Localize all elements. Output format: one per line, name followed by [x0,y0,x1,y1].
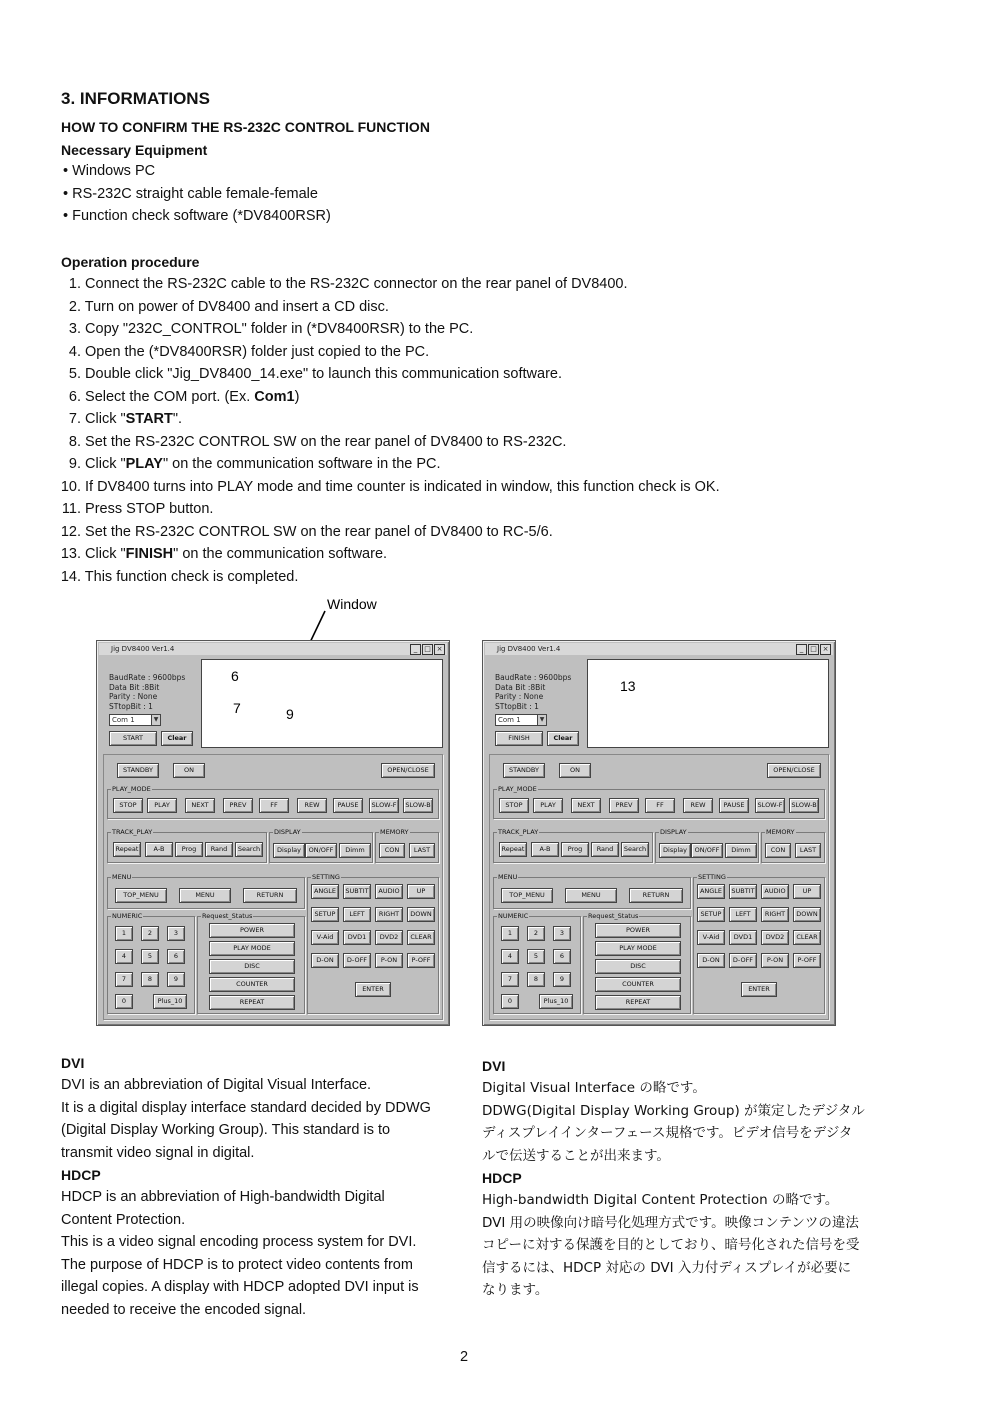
close-icon[interactable]: × [820,644,831,655]
window-controls [796,644,831,655]
dvi-line: DVI is an abbreviation of Digital Visual Interface. [61,1077,372,1093]
step-number: 8. [68,433,81,450]
setting-button-setup[interactable]: SETUP [311,907,339,922]
step-number: 7. [68,411,81,427]
step-number: 13. [60,546,81,562]
step-text: Turn on power of DV8400 and insert a CD disc. [84,298,389,315]
app-window-start [96,640,450,1026]
step-text: Click " [85,546,126,562]
numeric-button-4[interactable]: 4 [501,949,519,964]
numeric-button-3[interactable]: 3 [167,926,185,941]
step-text: Press STOP button. [85,501,214,517]
step-text: Open the (*DV8400RSR) folder just copied to the PC. [85,343,430,360]
play-mode-button-slow-b[interactable]: SLOW-B [789,798,819,813]
request-counter-button[interactable]: COUNTER [209,977,295,992]
open-close-button[interactable]: OPEN/CLOSE [381,763,435,778]
memory-con-button[interactable]: CON [379,843,405,858]
setting-button-v-aid[interactable]: V-Aid [697,930,725,945]
dvi-line: It is a digital display interface standard decided by DDWG [61,1099,431,1116]
setting-button-dvd1[interactable]: DVD1 [729,930,757,945]
request-counter-button[interactable]: COUNTER [595,977,681,992]
track-play-button-prog[interactable]: Prog [561,842,589,857]
open-close-button[interactable]: OPEN/CLOSE [767,763,821,778]
setting-button-d-off[interactable]: D-OFF [729,953,757,968]
step-number: 6. [68,388,81,405]
title-bar [485,643,833,655]
step-text-end: " on the communication software. [173,546,388,562]
com-port-select[interactable]: Com 1 ▼ [495,714,547,726]
hdcp-jp-line: 信するには、HDCP 対応の DVI 入力付ディスプレイが必要に [482,1259,852,1276]
chevron-down-icon[interactable]: ▼ [537,715,546,725]
numeric-button-0[interactable]: 0 [501,994,519,1009]
group-label: SETTING [698,873,726,881]
equipment-item: • RS-232C straight cable female-female [63,185,318,202]
request-power-button[interactable]: POWER [209,923,295,938]
standby-button[interactable]: STANDBY [117,763,159,778]
setting-button-down[interactable]: DOWN [793,907,821,922]
play-mode-button-pause[interactable]: PAUSE [333,798,363,813]
on-button[interactable]: ON [173,763,205,778]
step-text: If DV8400 turns into PLAY mode and time counter is indicated in window, this function check is OK. [85,478,720,495]
hdcp-jp-line: DVI 用の映像向け暗号化処理方式です。映像コンテンツの違法 [482,1214,859,1231]
track-play-button-search[interactable]: Search [235,842,263,857]
return-button[interactable]: RETURN [243,888,297,903]
hdcp-line: HDCP is an abbreviation of High-bandwidth Digital [61,1189,385,1205]
display-button-display[interactable]: Display [273,843,305,858]
dvi-jp-line: ディスプレイインターフェース規格です。ビデオ信号をデジタ [482,1125,853,1141]
enter-button[interactable]: ENTER [741,982,777,997]
display-button-display[interactable]: Display [659,843,691,858]
step-number: 11. [61,501,81,517]
dvi-jp-line: Digital Visual Interface の略です。 [482,1080,706,1096]
setting-button-dvd2[interactable]: DVD2 [375,930,403,945]
step-bold: Com1 [254,388,295,405]
memory-con-button[interactable]: CON [765,843,791,858]
output-window [587,659,829,748]
group-label: NUMERIC [112,912,143,920]
track-play-button-rand[interactable]: Rand [591,842,619,857]
setting-button-left[interactable]: LEFT [729,907,757,922]
equipment-item: • Function check software (*DV8400RSR) [63,208,331,224]
step-text: Double click "Jig_DV8400_14.exe" to launch this communication software. [85,366,562,382]
port-setting-line: STtopBit : 1 [495,701,539,711]
title-bar [99,643,447,655]
setting-button-p-off[interactable]: P-OFF [407,953,435,968]
standby-button[interactable]: STANDBY [503,763,545,778]
hdcp-line: needed to receive the encoded signal. [61,1301,307,1318]
group-label: MENU [498,873,518,881]
dvi-jp-line: DDWG(Digital Display Working Group) が策定したデジタル [482,1102,865,1119]
menu-button[interactable]: MENU [565,888,617,903]
step-bold: FINISH [125,546,174,562]
setting-button-subtit[interactable]: SUBTIT [729,884,757,899]
play-mode-button-stop[interactable]: STOP [113,798,143,813]
play-mode-button-rew[interactable]: REW [297,798,327,813]
dvi-title: DVI [61,1055,85,1071]
numeric-button-0[interactable]: 0 [115,994,133,1009]
numeric-button-9[interactable]: 9 [167,972,185,987]
enter-button[interactable]: ENTER [355,982,391,997]
setting-button-v-aid[interactable]: V-Aid [311,930,339,945]
numeric-button-9[interactable]: 9 [553,972,571,987]
setting-button-p-on[interactable]: P-ON [761,953,789,968]
numeric-button-2[interactable]: 2 [527,926,545,941]
maximize-icon[interactable]: □ [808,644,819,655]
request-repeat-button[interactable]: REPEAT [209,995,295,1010]
setting-button-p-off[interactable]: P-OFF [793,953,821,968]
memory-last-button[interactable]: LAST [795,843,821,858]
numeric-button-6[interactable]: 6 [167,949,185,964]
numeric-button-3[interactable]: 3 [553,926,571,941]
play-mode-button-prev[interactable]: PREV [223,798,253,813]
step-bold: START [125,411,173,427]
menu-button[interactable]: MENU [179,888,231,903]
group-label: DISPLAY [660,828,687,836]
step-text-end: " on the communication software in the PC. [162,456,441,472]
port-setting-line: BaudRate : 9600bps [109,673,186,682]
play-mode-button-pause[interactable]: PAUSE [719,798,749,813]
numeric-button-8[interactable]: 8 [527,972,545,987]
setting-button-up[interactable]: UP [407,884,435,899]
step-number: 4. [68,343,81,360]
request-disc-button[interactable]: DISC [595,959,681,974]
play-mode-button-play[interactable]: PLAY [147,798,177,813]
track-play-button-prog[interactable]: Prog [175,842,203,857]
numeric-button-6[interactable]: 6 [553,949,571,964]
group-label: Request_Status [202,912,253,920]
plus-10-button[interactable]: Plus_10 [153,994,187,1009]
window-title: Jig DV8400 Ver1.4 [497,645,561,653]
group-label: MEMORY [380,828,409,836]
numeric-button-1[interactable]: 1 [115,926,133,941]
numeric-button-1[interactable]: 1 [501,926,519,941]
play-mode-button-ff[interactable]: FF [259,798,289,813]
hdcp-line: The purpose of HDCP is to protect video contents from [61,1256,413,1273]
port-settings [495,673,571,711]
setting-button-setup[interactable]: SETUP [697,907,725,922]
request-play-mode-button[interactable]: PLAY MODE [595,941,681,956]
setting-button-subtit[interactable]: SUBTIT [343,884,371,899]
setting-button-d-on[interactable]: D-ON [311,953,339,968]
port-setting-line: Data Bit :8Bit [495,682,546,692]
display-button-on-off[interactable]: ON/OFF [305,843,337,858]
top-menu-button[interactable]: TOP_MENU [115,888,167,903]
play-mode-button-slow-f[interactable]: SLOW-F [369,798,399,813]
setting-button-down[interactable]: DOWN [407,907,435,922]
play-mode-button-next[interactable]: NEXT [185,798,215,813]
setting-button-right[interactable]: RIGHT [375,907,403,922]
setting-button-angle[interactable]: ANGLE [697,884,725,899]
window-title: Jig DV8400 Ver1.4 [111,645,175,653]
setting-button-audio[interactable]: AUDIO [761,884,789,899]
hdcp-jp-line: High-bandwidth Digital Content Protection の略です。 [482,1192,839,1208]
japanese-notes [482,1055,902,1302]
callout-6: 6 [231,668,239,684]
track-play-button-repeat[interactable]: Repeat [113,842,141,857]
setting-button-up[interactable]: UP [793,884,821,899]
chevron-down-icon[interactable]: ▼ [151,715,160,725]
group-label: Request_Status [588,912,639,920]
request-play-mode-button[interactable]: PLAY MODE [209,941,295,956]
display-button-dimm[interactable]: Dimm [339,843,371,858]
group-label: DISPLAY [274,828,301,836]
port-setting-line: BaudRate : 9600bps [495,673,572,682]
numeric-button-4[interactable]: 4 [115,949,133,964]
track-play-button-search[interactable]: Search [621,842,649,857]
group-label: TRACK_PLAY [112,828,153,836]
play-mode-button-rew[interactable]: REW [683,798,713,813]
callout-window: Window [327,596,377,612]
callout-7: 7 [233,700,241,716]
numeric-button-7[interactable]: 7 [501,972,519,987]
section-heading: 3. INFORMATIONS [61,89,210,108]
step-text-end: ) [294,388,300,405]
track-play-button-repeat[interactable]: Repeat [499,842,527,857]
setting-button-right[interactable]: RIGHT [761,907,789,922]
port-setting-line: Parity : None [109,692,158,701]
on-button[interactable]: ON [559,763,591,778]
step-text: Set the RS-232C CONTROL SW on the rear panel of DV8400 to RS-232C. [85,433,567,450]
hdcp-line: This is a video signal encoding process system for DVI. [61,1234,417,1250]
display-button-dimm[interactable]: Dimm [725,843,757,858]
finish-button[interactable]: FINISH [495,731,543,746]
clear-button[interactable]: Clear [161,731,193,746]
group-label: NUMERIC [498,912,529,920]
top-menu-button[interactable]: TOP_MENU [501,888,553,903]
start-button[interactable]: START [109,731,157,746]
numeric-button-2[interactable]: 2 [141,926,159,941]
hdcp-jp-line: なります。 [482,1282,549,1298]
setting-button-p-on[interactable]: P-ON [375,953,403,968]
step-text: Click " [85,411,126,427]
setting-button-d-off[interactable]: D-OFF [343,953,371,968]
subheading: HOW TO CONFIRM THE RS-232C CONTROL FUNCTION [61,119,430,135]
step-number: 1. [68,276,81,292]
dvi-line: transmit video signal in digital. [61,1144,255,1161]
app-window-finish [482,640,836,1026]
play-mode-button-slow-f[interactable]: SLOW-F [755,798,785,813]
numeric-button-8[interactable]: 8 [141,972,159,987]
play-mode-button-slow-b[interactable]: SLOW-B [403,798,433,813]
maximize-icon[interactable]: □ [422,644,433,655]
close-icon[interactable]: × [434,644,445,655]
setting-button-left[interactable]: LEFT [343,907,371,922]
step-text: This function check is completed. [84,568,299,585]
callout-13: 13 [620,678,636,694]
numeric-button-7[interactable]: 7 [115,972,133,987]
setting-button-clear[interactable]: CLEAR [407,930,435,945]
setting-button-clear[interactable]: CLEAR [793,930,821,945]
step-bold: PLAY [125,456,163,472]
step-number: 2. [68,298,81,315]
memory-last-button[interactable]: LAST [409,843,435,858]
group-label: MEMORY [766,828,795,836]
port-setting-line: STtopBit : 1 [109,701,153,711]
equipment-item: • Windows PC [63,163,156,179]
group-label: MENU [112,873,132,881]
return-button[interactable]: RETURN [629,888,683,903]
track-play-button-rand[interactable]: Rand [205,842,233,857]
clear-button[interactable]: Clear [547,731,579,746]
equipment-title: Necessary Equipment [61,142,208,158]
com-port-select[interactable]: Com 1 ▼ [109,714,161,726]
setting-button-angle[interactable]: ANGLE [311,884,339,899]
numeric-button-5[interactable]: 5 [527,949,545,964]
hdcp-jp-line: コピーに対する保護を目的としており、暗号化された信号を受 [482,1237,860,1253]
play-mode-button-play[interactable]: PLAY [533,798,563,813]
hdcp-line: Content Protection. [61,1211,186,1228]
window-controls [410,644,445,655]
request-power-button[interactable]: POWER [595,923,681,938]
group-label: PLAY_MODE [498,785,537,793]
step-text: Set the RS-232C CONTROL SW on the rear panel of DV8400 to RC-5/6. [85,523,553,540]
step-text-end: ". [172,411,183,427]
dvi-line: (Digital Display Working Group). This standard is to [61,1122,391,1138]
setting-button-d-on[interactable]: D-ON [697,953,725,968]
track-play-button-a-b[interactable]: A-B [145,842,173,857]
step-number: 5. [68,366,81,382]
group-label: TRACK_PLAY [498,828,539,836]
display-button-on-off[interactable]: ON/OFF [691,843,723,858]
dvi-jp-line: ルで伝送することが出来ます。 [482,1147,670,1164]
callout-9: 9 [286,706,294,722]
port-settings [109,673,185,711]
hdcp-jp-title: HDCP [482,1170,522,1186]
procedure-title: Operation procedure [61,254,200,270]
step-text: Connect the RS-232C cable to the RS-232C connector on the rear panel of DV8400. [85,276,628,292]
port-setting-line: Data Bit :8Bit [109,682,160,692]
minimize-icon[interactable]: _ [796,644,807,655]
step-text: Copy "232C_CONTROL" folder in (*DV8400RSR) to the PC. [85,321,474,337]
page-number: 2 [460,1349,469,1365]
hdcp-title: HDCP [61,1167,101,1183]
step-number: 12. [60,523,81,540]
step-number: 14. [60,568,81,585]
group-label: PLAY_MODE [112,785,151,793]
step-number: 10. [60,478,81,495]
plus-10-button[interactable]: Plus_10 [539,994,573,1009]
hdcp-line: illegal copies. A display with HDCP adopted DVI input is [61,1279,419,1295]
english-notes [61,1052,461,1321]
play-mode-button-next[interactable]: NEXT [571,798,601,813]
setting-button-dvd1[interactable]: DVD1 [343,930,371,945]
request-disc-button[interactable]: DISC [209,959,295,974]
setting-button-dvd2[interactable]: DVD2 [761,930,789,945]
setting-button-audio[interactable]: AUDIO [375,884,403,899]
minimize-icon[interactable]: _ [410,644,421,655]
step-text: Select the COM port. (Ex. [85,388,255,405]
step-number: 3. [68,321,81,337]
track-play-button-a-b[interactable]: A-B [531,842,559,857]
request-repeat-button[interactable]: REPEAT [595,995,681,1010]
dvi-jp-title: DVI [482,1058,506,1074]
group-label: SETTING [312,873,340,881]
play-mode-button-prev[interactable]: PREV [609,798,639,813]
numeric-button-5[interactable]: 5 [141,949,159,964]
play-mode-button-ff[interactable]: FF [645,798,675,813]
step-text: Click " [85,456,126,472]
step-number: 9. [68,456,81,472]
port-setting-line: Parity : None [495,692,544,701]
play-mode-button-stop[interactable]: STOP [499,798,529,813]
